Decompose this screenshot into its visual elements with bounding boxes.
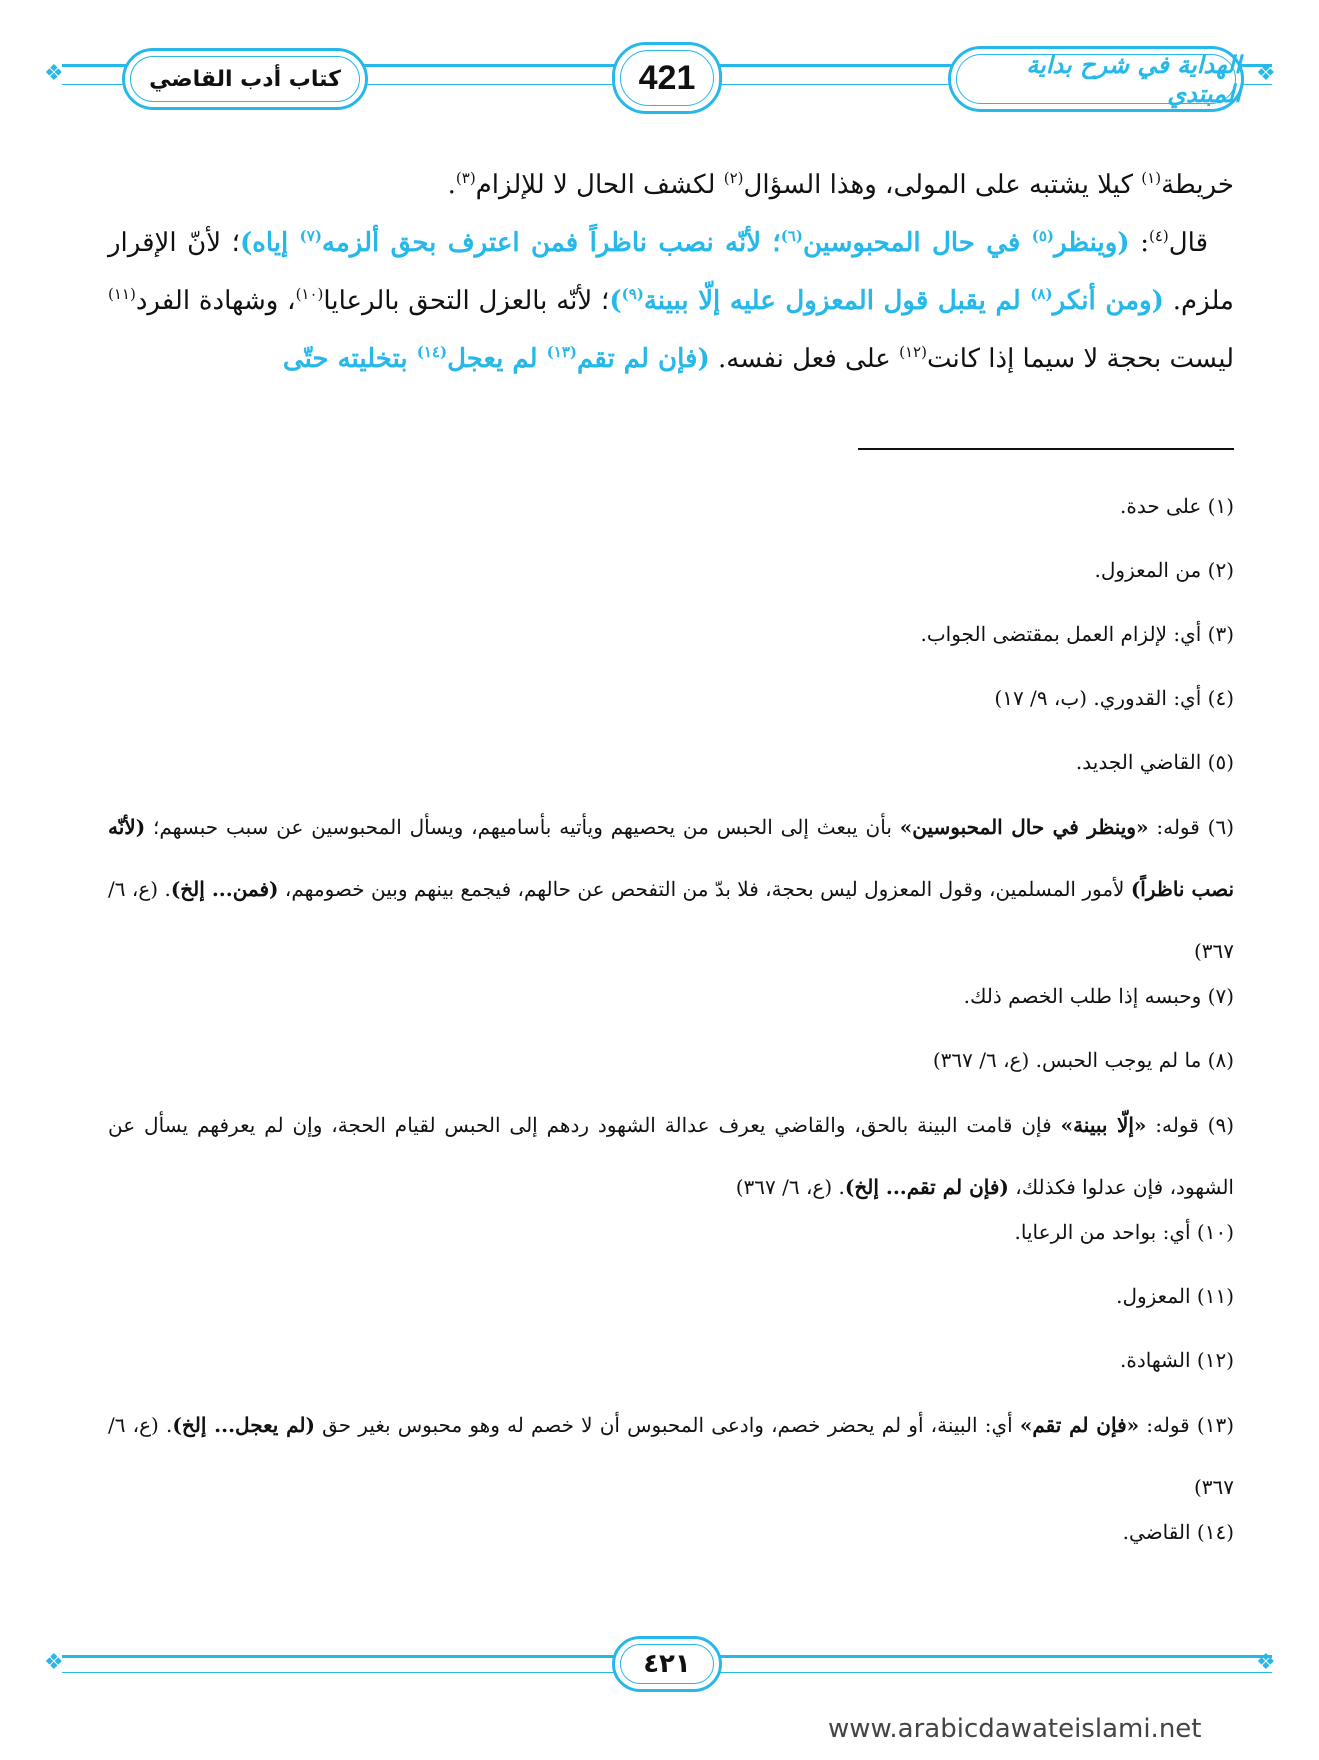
ornament-left-icon: ❖	[44, 61, 64, 86]
watermark: www.arabicdawateislami.net	[828, 1714, 1202, 1744]
page-number: 421	[638, 58, 696, 97]
footnote-ref: (٥)	[1031, 227, 1054, 245]
footnote-2: (٢) من المعزول.	[1094, 558, 1234, 582]
page-number-cartouche	[612, 42, 722, 114]
footnote-9: (٩) قوله: «إلّا ببينة» فإن قامت البينة بالحق، والقاضي يعرف عدالة الشهود ردهم إلى الحبس لقيام الحجة، وإن لم يعرفهم يسأل عن الشهود، فإن عدلوا فكذلك، (فإن لم تقم... إلخ). (ع، ٦/ ٣٦٧)	[108, 1113, 1235, 1199]
footnote-ref: (١٣)	[546, 343, 577, 361]
footnote-4: (٤) أي: القدوري. (ب، ٩/ ١٧)	[994, 686, 1234, 710]
footnote-ref: (٣)	[455, 169, 476, 187]
ornament-right-icon: ❖	[1256, 1650, 1276, 1675]
footnote-ref: (٦)	[780, 227, 803, 245]
book-logo-cartouche	[948, 46, 1244, 112]
ornament-right-icon: ❖	[1256, 61, 1276, 86]
footnote-ref: (٢)	[723, 169, 744, 187]
footnote-ref: (٤)	[1148, 227, 1169, 245]
footnote-11: (١١) المعزول.	[1116, 1284, 1234, 1308]
ornament-left-icon: ❖	[44, 1650, 64, 1675]
footnote-ref: (٩)	[621, 285, 644, 303]
footnote-3: (٣) أي: لإلزام العمل بمقتضى الجواب.	[920, 622, 1234, 646]
footer-page-number: ٤٢١	[643, 1649, 691, 1679]
footnote-13: (١٣) قوله: «فإن لم تقم» أي: البينة، أو لم يحضر خصم، وادعى المحبوس أن لا خصم له وهو محبوس بغير حق (لم يعجل... إلخ). (ع، ٦/ ٣٦٧)	[108, 1413, 1235, 1499]
footnotes	[108, 486, 1234, 1576]
footnote-ref: (١٤)	[416, 343, 448, 361]
footnote-ref: (١١)	[108, 285, 136, 303]
footnote-8: (٨) ما لم يوجب الحبس. (ع، ٦/ ٣٦٧)	[932, 1048, 1234, 1072]
footnote-ref: (١٠)	[295, 285, 324, 303]
footnote-1: (١) على حدة.	[1119, 494, 1234, 518]
footnote-ref: (٧)	[299, 227, 322, 245]
footnote-12: (١٢) الشهادة.	[1119, 1348, 1234, 1372]
footnote-separator	[858, 448, 1234, 450]
chapter-title: كتاب أدب القاضي	[149, 66, 341, 92]
main-paragraph-1: خريطة$^{(١)}$ كيلا يشتبه على المولى، وهذا السؤال$^{(٢)}$ لكشف الحال لا للإلزام$^{(٣)}$.	[447, 169, 1234, 200]
footnote-ref: (٨)	[1030, 285, 1053, 303]
footer-page-number-cartouche	[612, 1636, 722, 1692]
footnote-6: (٦) قوله: «وينظر في حال المحبوسين» بأن يبعث إلى الحبس من يحصيهم ويأتيه بأساميهم، ويسأل المحبوسين عن سبب حبسهم؛ (لأنّه نصب ناظراً) لأمور المسلمين، وقول المعزول ليس بحجة، فلا بدّ من التفحص عن حالهم، فيجمع بينهم وبين خصومهم، (فمن... إلخ). (ع، ٦/ ٣٦٧)	[108, 815, 1235, 963]
main-paragraph-2: قال$^{(٤)}$: (وينظر$^{(٥)}$ في حال المحبوسين$^{(٦)}$؛ لأنّه نصب ناظراً فمن اعترف بحق ألزمه$^{(٧)}$ إياه)؛ لأنّ الإقرار ملزم. (ومن أنكر$^{(٨)}$ لم يقبل قول المعزول عليه إلّا ببينة$^{(٩)}$)؛ لأنّه بالعزل التحق بالرعايا$^{(١٠)}$، وشهادة الفرد$^{(١١)}$ ليست بحجة لا سيما إذا كانت$^{(١٢)}$ على فعل نفسه. (فإن لم تقم$^{(١٣)}$ لم يعجل$^{(١٤)}$ بتخليته حتّى	[108, 227, 1234, 374]
footnote-ref: (١٢)	[899, 343, 927, 361]
footnote-ref: (١)	[1141, 169, 1162, 187]
book-logo: الهداية في شرح بداية المبتدي	[1026, 50, 1241, 108]
chapter-title-cartouche	[122, 48, 368, 110]
footnote-14: (١٤) القاضي.	[1122, 1520, 1234, 1544]
footnote-5: (٥) القاضي الجديد.	[1075, 750, 1234, 774]
main-text	[108, 156, 1234, 388]
footnote-10: (١٠) أي: بواحد من الرعايا.	[1014, 1220, 1234, 1244]
footnote-7: (٧) وحبسه إذا طلب الخصم ذلك.	[963, 984, 1234, 1008]
